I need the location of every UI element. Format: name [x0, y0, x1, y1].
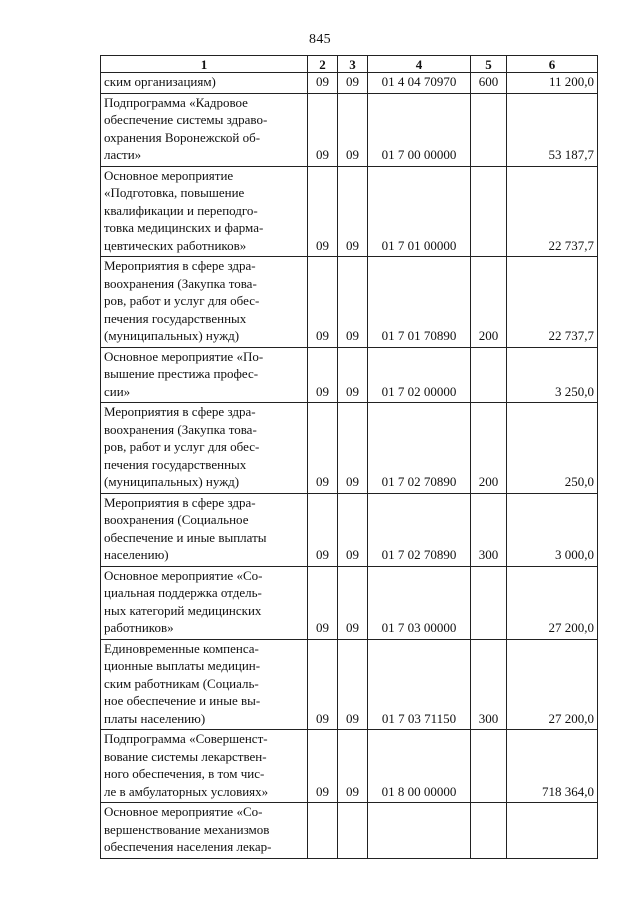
page-number: 845 — [309, 32, 331, 47]
row-name-line: ласти» — [104, 147, 142, 162]
row-name-line: циальная поддержка отдель- — [104, 585, 262, 600]
row-name-line: вершенствование механизмов — [104, 821, 270, 837]
row-name-line: Основное мероприятие «По- — [104, 348, 264, 364]
row-name-line: воохранения (Закупка това- — [104, 275, 257, 291]
expense-type-cell: 300 — [471, 639, 507, 730]
header-row — [101, 56, 598, 73]
section-code-cell: 09 — [308, 257, 338, 348]
subsection-code-cell: 09 — [338, 166, 368, 257]
header-col-4: 4 — [368, 56, 471, 73]
amount-cell: 27 200,0 — [507, 566, 598, 639]
budget-table — [100, 55, 598, 859]
section-code-cell: 09 — [308, 493, 338, 566]
row-name-line: ров, работ и услуг для обес- — [104, 439, 260, 454]
row-name-line: ных категорий медицинских — [104, 602, 262, 618]
row-name-line: Мероприятия в сфере здра- — [104, 404, 256, 419]
row-name-line: воохранения (Социальное — [104, 512, 249, 527]
expense-type-cell — [471, 93, 507, 166]
row-name-line: Единовременные компенса- — [104, 640, 259, 656]
table-row — [101, 493, 598, 566]
row-name-line: «Подготовка, повышение — [104, 185, 245, 200]
row-name-line: ле в амбулаторных условиях» — [104, 783, 269, 799]
row-name-line: воохранения (Закупка това- — [104, 421, 257, 437]
target-code-cell: 01 7 00 00000 — [368, 93, 471, 166]
table-row — [101, 566, 598, 639]
header-col-5: 5 — [471, 56, 507, 73]
row-name-cell — [101, 566, 308, 639]
expense-type-cell — [471, 347, 507, 403]
row-name-cell — [101, 493, 308, 566]
row-name-line: сии» — [104, 383, 131, 399]
target-code-cell: 01 7 03 00000 — [368, 566, 471, 639]
table-row — [101, 730, 598, 803]
section-code-cell: 09 — [308, 403, 338, 494]
amount-cell — [507, 803, 598, 859]
target-code-cell: 01 7 02 70890 — [368, 493, 471, 566]
row-name-line: печения государственных — [104, 456, 247, 472]
row-name-line: Основное мероприятие — [104, 167, 234, 183]
row-name-cell — [101, 730, 308, 803]
expense-type-cell: 600 — [471, 73, 507, 94]
target-code-cell — [368, 803, 471, 859]
table-row — [101, 166, 598, 257]
row-name-line: обеспечения населения лекар- — [104, 839, 272, 854]
subsection-code-cell: 09 — [338, 639, 368, 730]
table-row — [101, 403, 598, 494]
table-row — [101, 257, 598, 348]
row-name-line: Мероприятия в сфере здра- — [104, 258, 256, 273]
amount-cell: 11 200,0 — [507, 73, 598, 94]
table-row — [101, 639, 598, 730]
amount-cell: 53 187,7 — [507, 93, 598, 166]
target-code-cell: 01 7 01 70890 — [368, 257, 471, 348]
table-row — [101, 93, 598, 166]
subsection-code-cell: 09 — [338, 257, 368, 348]
row-name-cell — [101, 257, 308, 348]
row-name-line: вышение престижа профес- — [104, 366, 259, 381]
row-name-cell — [101, 639, 308, 730]
target-code-cell: 01 7 02 70890 — [368, 403, 471, 494]
header-col-6: 6 — [507, 56, 598, 73]
row-name-cell — [101, 347, 308, 403]
row-name-line: обеспечение и иные выплаты — [104, 529, 267, 545]
subsection-code-cell: 09 — [338, 403, 368, 494]
row-name-line: Мероприятия в сфере здра- — [104, 494, 256, 510]
subsection-code-cell — [338, 803, 368, 859]
row-name-line: ного обеспечения, в том чис- — [104, 766, 265, 781]
amount-cell: 3 000,0 — [507, 493, 598, 566]
section-code-cell: 09 — [308, 73, 338, 94]
subsection-code-cell: 09 — [338, 493, 368, 566]
row-name-line: работников» — [104, 620, 174, 635]
row-name-line: Основное мероприятие «Со- — [104, 804, 263, 819]
expense-type-cell — [471, 566, 507, 639]
table-row — [101, 73, 598, 94]
expense-type-cell: 300 — [471, 493, 507, 566]
expense-type-cell — [471, 166, 507, 257]
target-code-cell: 01 7 03 71150 — [368, 639, 471, 730]
section-code-cell: 09 — [308, 730, 338, 803]
row-name-line: ским работникам (Социаль- — [104, 675, 259, 691]
subsection-code-cell: 09 — [338, 93, 368, 166]
amount-cell: 22 737,7 — [507, 257, 598, 348]
section-code-cell: 09 — [308, 347, 338, 403]
expense-type-cell: 200 — [471, 257, 507, 348]
expense-type-cell — [471, 730, 507, 803]
subsection-code-cell: 09 — [338, 347, 368, 403]
row-name-line: ров, работ и услуг для обес- — [104, 293, 260, 308]
row-name-line: охранения Воронежской об- — [104, 129, 261, 145]
row-name-line: Подпрограмма «Кадровое — [104, 94, 248, 110]
section-code-cell: 09 — [308, 166, 338, 257]
table-row — [101, 347, 598, 403]
section-code-cell — [308, 803, 338, 859]
section-code-cell: 09 — [308, 93, 338, 166]
row-name-cell — [101, 73, 308, 94]
row-name-line: населению) — [104, 547, 169, 562]
row-name-line: вование системы лекарствен- — [104, 748, 267, 764]
row-name-line: квалификации и переподго- — [104, 202, 258, 218]
header-col-1: 1 — [101, 56, 308, 73]
row-name-line: цевтических работников» — [104, 237, 247, 253]
row-name-cell — [101, 403, 308, 494]
row-name-cell — [101, 803, 308, 859]
header-col-3: 3 — [338, 56, 368, 73]
header-col-2: 2 — [308, 56, 338, 73]
amount-cell: 718 364,0 — [507, 730, 598, 803]
row-name-line: обеспечение системы здраво- — [104, 112, 268, 127]
subsection-code-cell: 09 — [338, 730, 368, 803]
target-code-cell: 01 4 04 70970 — [368, 73, 471, 94]
row-name-line: ное обеспечение и иные вы- — [104, 693, 261, 708]
row-name-line: печения государственных — [104, 310, 247, 326]
table-row — [101, 803, 598, 859]
target-code-cell: 01 7 02 00000 — [368, 347, 471, 403]
section-code-cell: 09 — [308, 639, 338, 730]
subsection-code-cell: 09 — [338, 566, 368, 639]
subsection-code-cell: 09 — [338, 73, 368, 94]
amount-cell: 27 200,0 — [507, 639, 598, 730]
row-name-cell — [101, 166, 308, 257]
row-name-line: товка медицинских и фарма- — [104, 220, 264, 235]
amount-cell: 3 250,0 — [507, 347, 598, 403]
section-code-cell: 09 — [308, 566, 338, 639]
target-code-cell: 01 8 00 00000 — [368, 730, 471, 803]
row-name-line: ционные выплаты медицин- — [104, 658, 261, 673]
expense-type-cell: 200 — [471, 403, 507, 494]
amount-cell: 250,0 — [507, 403, 598, 494]
table-header — [101, 56, 598, 73]
table-body — [101, 73, 598, 859]
target-code-cell: 01 7 01 00000 — [368, 166, 471, 257]
expense-type-cell — [471, 803, 507, 859]
row-name-line: Основное мероприятие «Со- — [104, 567, 263, 583]
row-name-cell — [101, 93, 308, 166]
row-name-line: платы населению) — [104, 710, 206, 726]
row-name-line: (муниципальных) нужд) — [104, 474, 240, 489]
amount-cell: 22 737,7 — [507, 166, 598, 257]
row-name-line: ским организациям) — [104, 74, 216, 89]
row-name-line: (муниципальных) нужд) — [104, 328, 240, 343]
row-name-line: Подпрограмма «Совершенст- — [104, 731, 268, 746]
